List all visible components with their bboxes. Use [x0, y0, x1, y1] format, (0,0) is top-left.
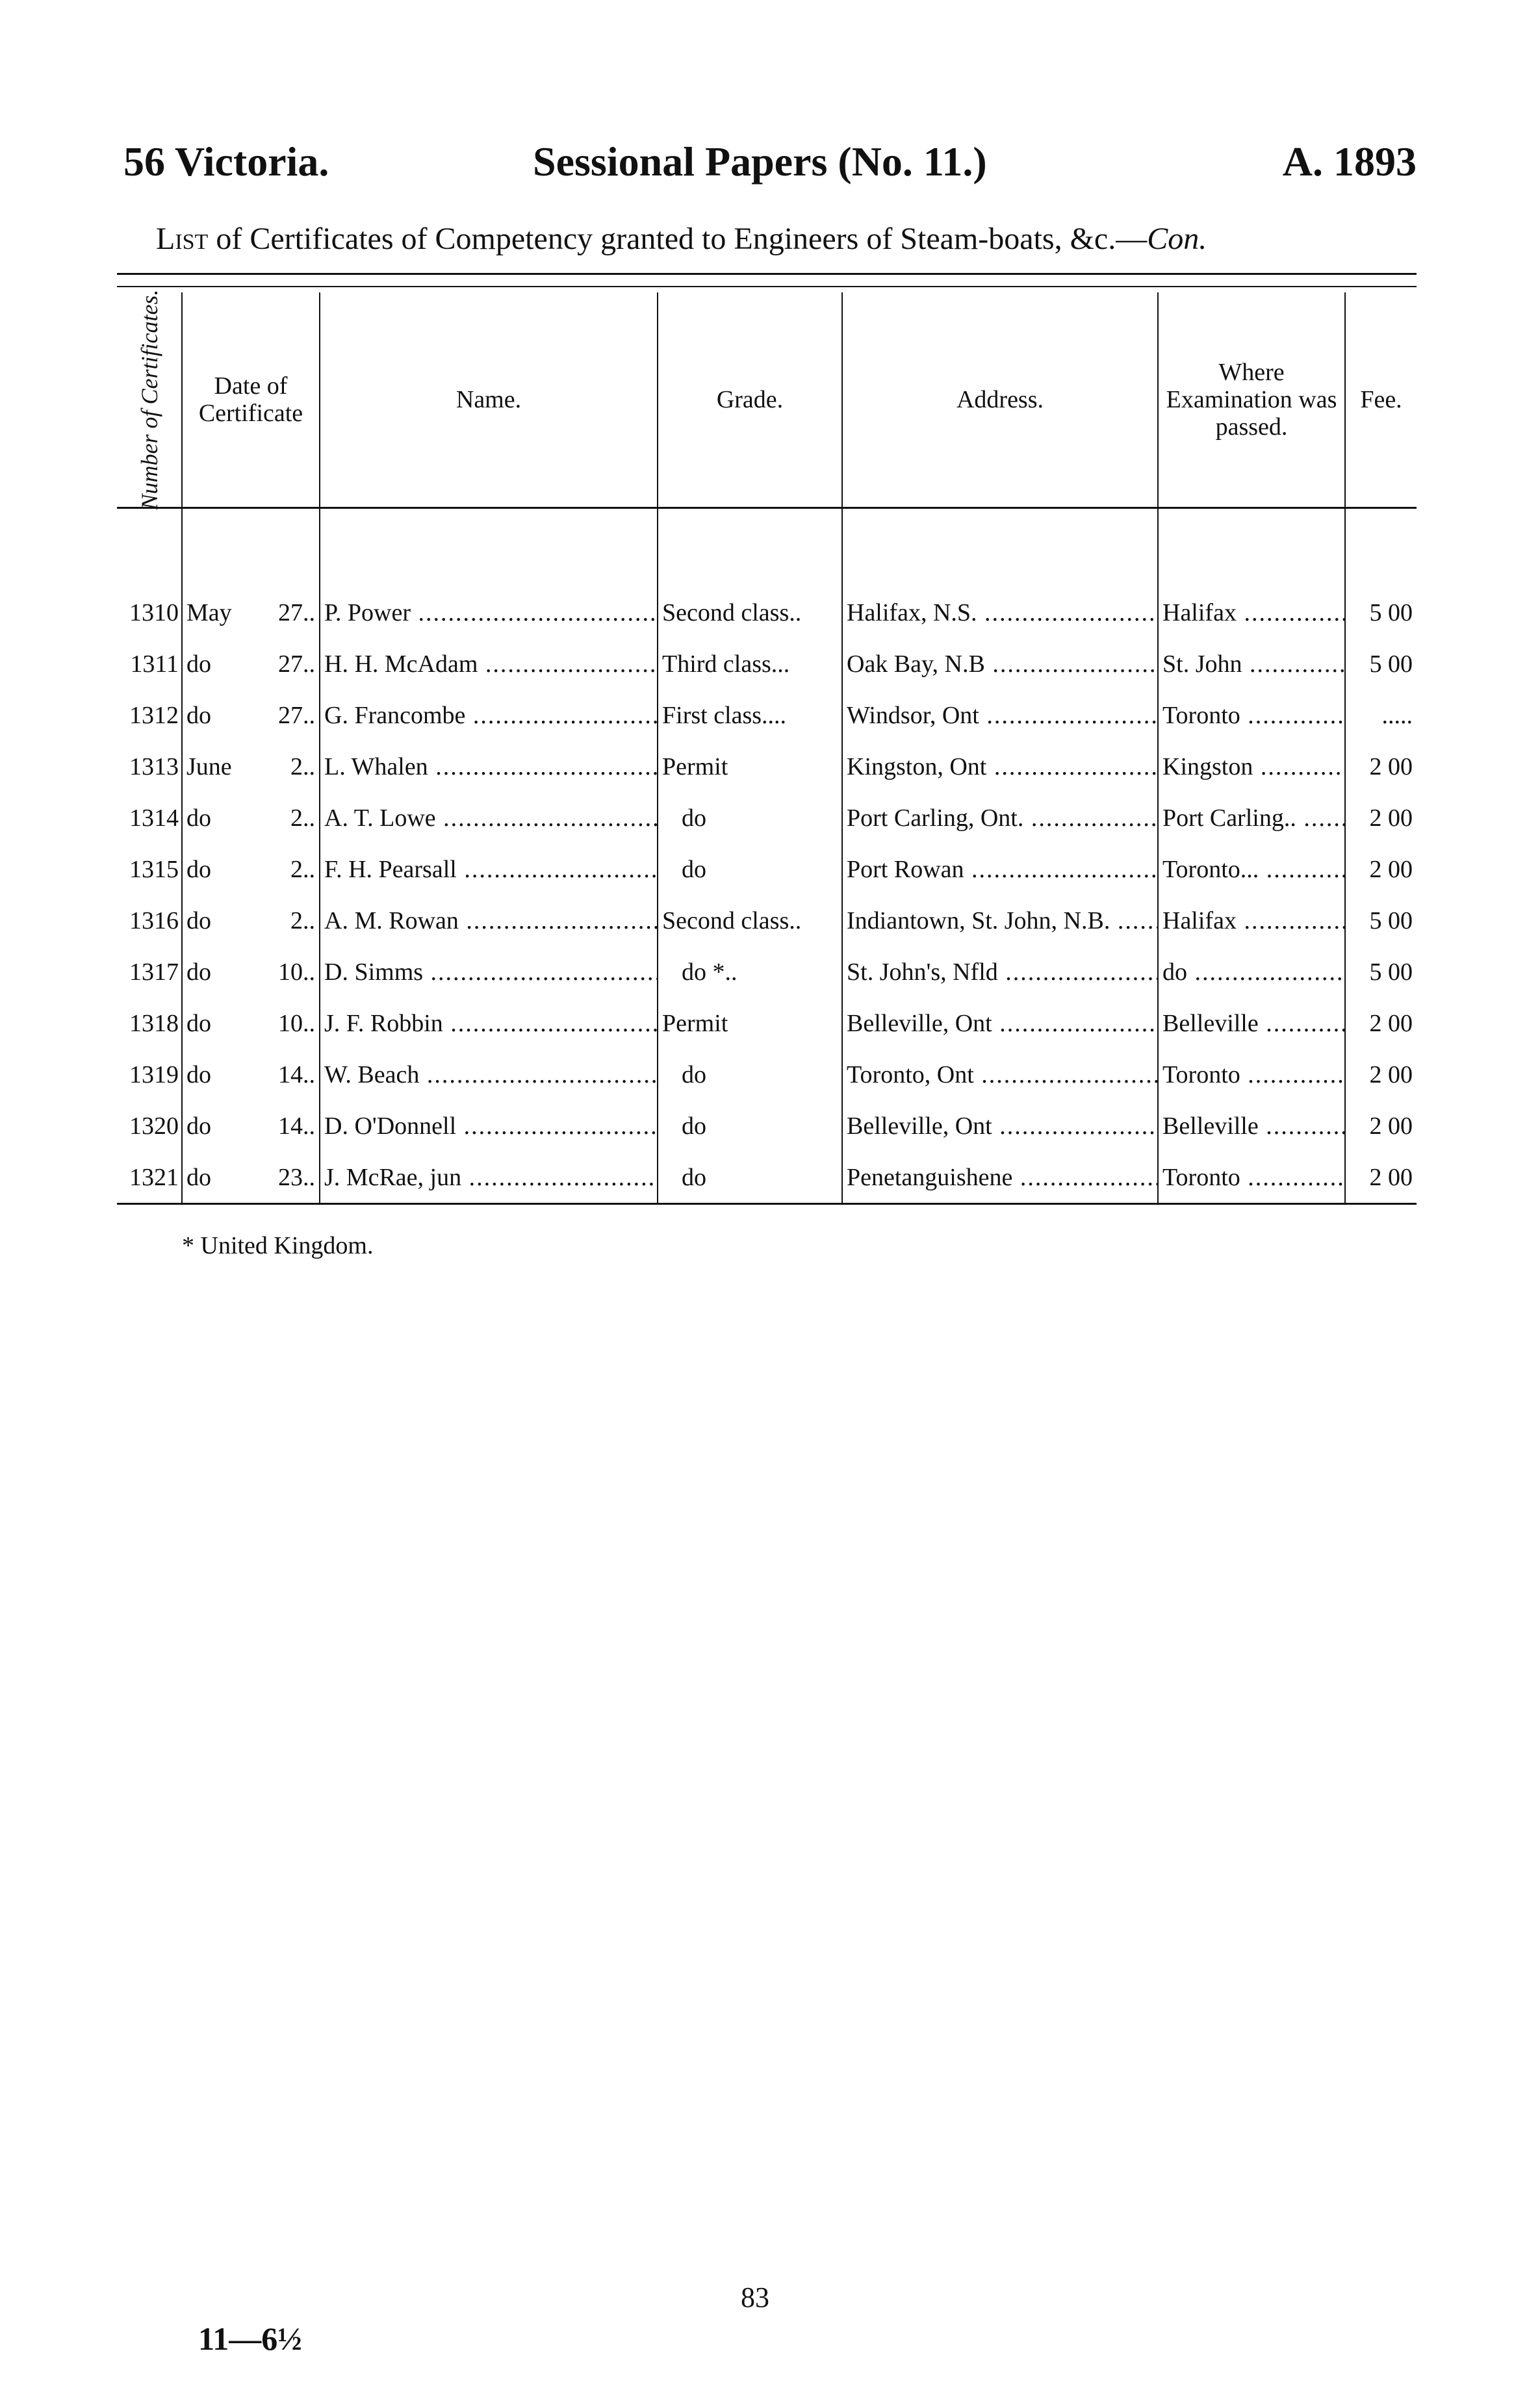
column-header-address: Address.	[842, 292, 1158, 508]
cell-fee: 2 00	[1345, 792, 1417, 843]
cell-address: Belleville, Ont .....	[842, 1100, 1158, 1151]
cell-where: Halifax .....	[1158, 895, 1345, 946]
table-row	[117, 1151, 1417, 1204]
cell-name: F. H. Pearsall .....	[320, 843, 658, 895]
cell-number: 1317	[129, 958, 179, 986]
table-row	[117, 895, 1417, 946]
cell-date-day: 27..	[278, 650, 315, 678]
cell-fee: 2 00	[1345, 1049, 1417, 1100]
cell-grade: Third class...	[658, 638, 842, 689]
cell-date	[182, 689, 320, 741]
cell-address: Halifax, N.S. .....	[842, 508, 1158, 639]
cell-grade: do	[658, 1151, 842, 1204]
cell-where: Toronto .....	[1158, 1049, 1345, 1100]
cell-date	[182, 508, 320, 639]
cell-fee: 5 00	[1345, 508, 1417, 639]
header-volume: 56 Victoria.	[123, 138, 329, 185]
cell-number: 1315	[129, 855, 179, 883]
cell-address: Windsor, Ont .....	[842, 689, 1158, 741]
cell-grade: do	[658, 1100, 842, 1151]
cell-name: D. Simms .....	[320, 946, 658, 997]
cell-address: Belleville, Ont .....	[842, 997, 1158, 1049]
table-row	[117, 946, 1417, 997]
cell-name: G. Francombe .....	[320, 689, 658, 741]
table-body	[117, 508, 1417, 1204]
cell-date	[182, 1049, 320, 1100]
cell-date-month: do	[186, 906, 211, 934]
cell-number: 1313	[129, 752, 179, 780]
certificates-table	[117, 289, 1417, 1205]
cell-name: H. H. McAdam .....	[320, 638, 658, 689]
cell-number: 1314	[129, 804, 179, 832]
cell-address: St. John's, Nfld .....	[842, 946, 1158, 997]
cell-date	[182, 792, 320, 843]
cell-date-day: 14..	[278, 1060, 315, 1088]
cell-name: J. F. Robbin .....	[320, 997, 658, 1049]
table-row	[117, 508, 1417, 639]
cell-fee: 2 00	[1345, 741, 1417, 792]
table-row	[117, 1100, 1417, 1151]
running-header	[123, 138, 1417, 203]
cell-address: Port Rowan .....	[842, 843, 1158, 895]
cell-number: 1318	[129, 1009, 179, 1037]
cell-fee: 5 00	[1345, 638, 1417, 689]
cell-where: Belleville .....	[1158, 997, 1345, 1049]
cell-grade: Second class..	[658, 895, 842, 946]
cell-date	[182, 843, 320, 895]
column-header-name: Name.	[320, 292, 658, 508]
list-title-lead: List	[156, 222, 209, 256]
cell-address: Port Carling, Ont. .....	[842, 792, 1158, 843]
cell-where: Toronto .....	[1158, 689, 1345, 741]
cell-date-month: do	[186, 701, 211, 729]
table-row	[117, 741, 1417, 792]
cell-grade: do *..	[658, 946, 842, 997]
list-title-tail: Con.	[1147, 222, 1207, 256]
header-year: A. 1893	[1282, 138, 1417, 185]
cell-where: Halifax .....	[1158, 508, 1345, 639]
cell-date	[182, 946, 320, 997]
cell-where: Port Carling.. .....	[1158, 792, 1345, 843]
cell-date-day: 27..	[278, 598, 315, 626]
top-rule	[117, 273, 1417, 275]
cell-date	[182, 895, 320, 946]
cell-date-day: 14..	[278, 1112, 315, 1140]
table-row	[117, 1049, 1417, 1100]
cell-date-month: do	[186, 958, 211, 986]
cell-number: 1312	[129, 701, 179, 729]
cell-name: J. McRae, jun .....	[320, 1151, 658, 1204]
cell-date-month: do	[186, 1163, 211, 1191]
column-header-fee: Fee.	[1345, 292, 1417, 508]
cell-number: 1320	[129, 1112, 179, 1140]
cell-fee: 2 00	[1345, 1151, 1417, 1204]
cell-date-month: May	[186, 598, 232, 626]
cell-where: Kingston .....	[1158, 741, 1345, 792]
cell-grade: Permit	[658, 741, 842, 792]
cell-number: 1316	[129, 906, 179, 934]
cell-grade: do	[658, 792, 842, 843]
cell-grade: Second class..	[658, 508, 842, 639]
cell-date-day: 2..	[290, 804, 315, 832]
cell-number: 1319	[129, 1060, 179, 1088]
cell-date-day: 2..	[290, 906, 315, 934]
cell-date-day: 10..	[278, 1009, 315, 1037]
cell-fee: 2 00	[1345, 997, 1417, 1049]
signature-mark: 11—6½	[198, 2320, 302, 2357]
cell-where: Toronto... .....	[1158, 843, 1345, 895]
cell-number: 1311	[130, 650, 179, 678]
page-number: 83	[741, 2281, 769, 2313]
cell-number: 1310	[129, 598, 179, 626]
cell-grade: do	[658, 1049, 842, 1100]
cell-date-day: 10..	[278, 958, 315, 986]
cell-date-day: 2..	[290, 855, 315, 883]
header-series: Sessional Papers (No. 11.)	[533, 138, 987, 185]
table-header-row	[117, 292, 1417, 508]
cell-fee: 2 00	[1345, 843, 1417, 895]
cell-date-month: do	[186, 1112, 211, 1140]
cell-date-day: 2..	[290, 752, 315, 780]
cell-grade: do	[658, 843, 842, 895]
cell-name: D. O'Donnell .....	[320, 1100, 658, 1151]
cell-address: Kingston, Ont .....	[842, 741, 1158, 792]
cell-date	[182, 1151, 320, 1204]
cell-date-month: do	[186, 1060, 211, 1088]
cell-fee: 2 00	[1345, 1100, 1417, 1151]
table-row	[117, 997, 1417, 1049]
cell-name: A. T. Lowe .....	[320, 792, 658, 843]
cell-date	[182, 997, 320, 1049]
table-row	[117, 638, 1417, 689]
cell-date-month: do	[186, 650, 211, 678]
footnote: * United Kingdom.	[182, 1232, 374, 1259]
cell-date	[182, 1100, 320, 1151]
cell-name: P. Power .....	[320, 508, 658, 639]
list-title-body: of Certificates of Competency granted to Engineers of Steam-boats, &c.—	[208, 222, 1148, 256]
column-header-number: Number of Certificates.	[117, 292, 182, 508]
cell-address: Oak Bay, N.B .....	[842, 638, 1158, 689]
cell-address: Indiantown, St. John, N.B. .....	[842, 895, 1158, 946]
cell-where: Belleville .....	[1158, 1100, 1345, 1151]
cell-name: W. Beach .....	[320, 1049, 658, 1100]
cell-date	[182, 638, 320, 689]
cell-grade: First class....	[658, 689, 842, 741]
top-rule-thin	[117, 286, 1417, 287]
cell-date-month: do	[186, 804, 211, 832]
column-header-grade: Grade.	[658, 292, 842, 508]
cell-where: St. John .....	[1158, 638, 1345, 689]
cell-number: 1321	[117, 1151, 182, 1204]
cell-fee: 5 00	[1345, 946, 1417, 997]
cell-date-month: do	[186, 855, 211, 883]
cell-fee: 5 00	[1345, 895, 1417, 946]
cell-where: Toronto .....	[1158, 1151, 1345, 1204]
cell-where: do .....	[1158, 946, 1345, 997]
cell-date-day: 23..	[278, 1163, 315, 1191]
cell-name: A. M. Rowan .....	[320, 895, 658, 946]
table-row	[117, 792, 1417, 843]
cell-date-month: June	[186, 752, 232, 780]
cell-date-day: 27..	[278, 701, 315, 729]
cell-address: Penetanguishene .....	[842, 1151, 1158, 1204]
cell-grade: Permit	[658, 997, 842, 1049]
column-header-where: Where Examination was passed.	[1158, 292, 1345, 508]
cell-date	[182, 741, 320, 792]
cell-fee: .....	[1345, 689, 1417, 741]
table-row	[117, 843, 1417, 895]
cell-address: Toronto, Ont .....	[842, 1049, 1158, 1100]
cell-date-month: do	[186, 1009, 211, 1037]
column-header-date: Date of Certificate	[182, 292, 320, 508]
list-title	[156, 221, 1391, 257]
cell-name: L. Whalen .....	[320, 741, 658, 792]
table-row	[117, 689, 1417, 741]
